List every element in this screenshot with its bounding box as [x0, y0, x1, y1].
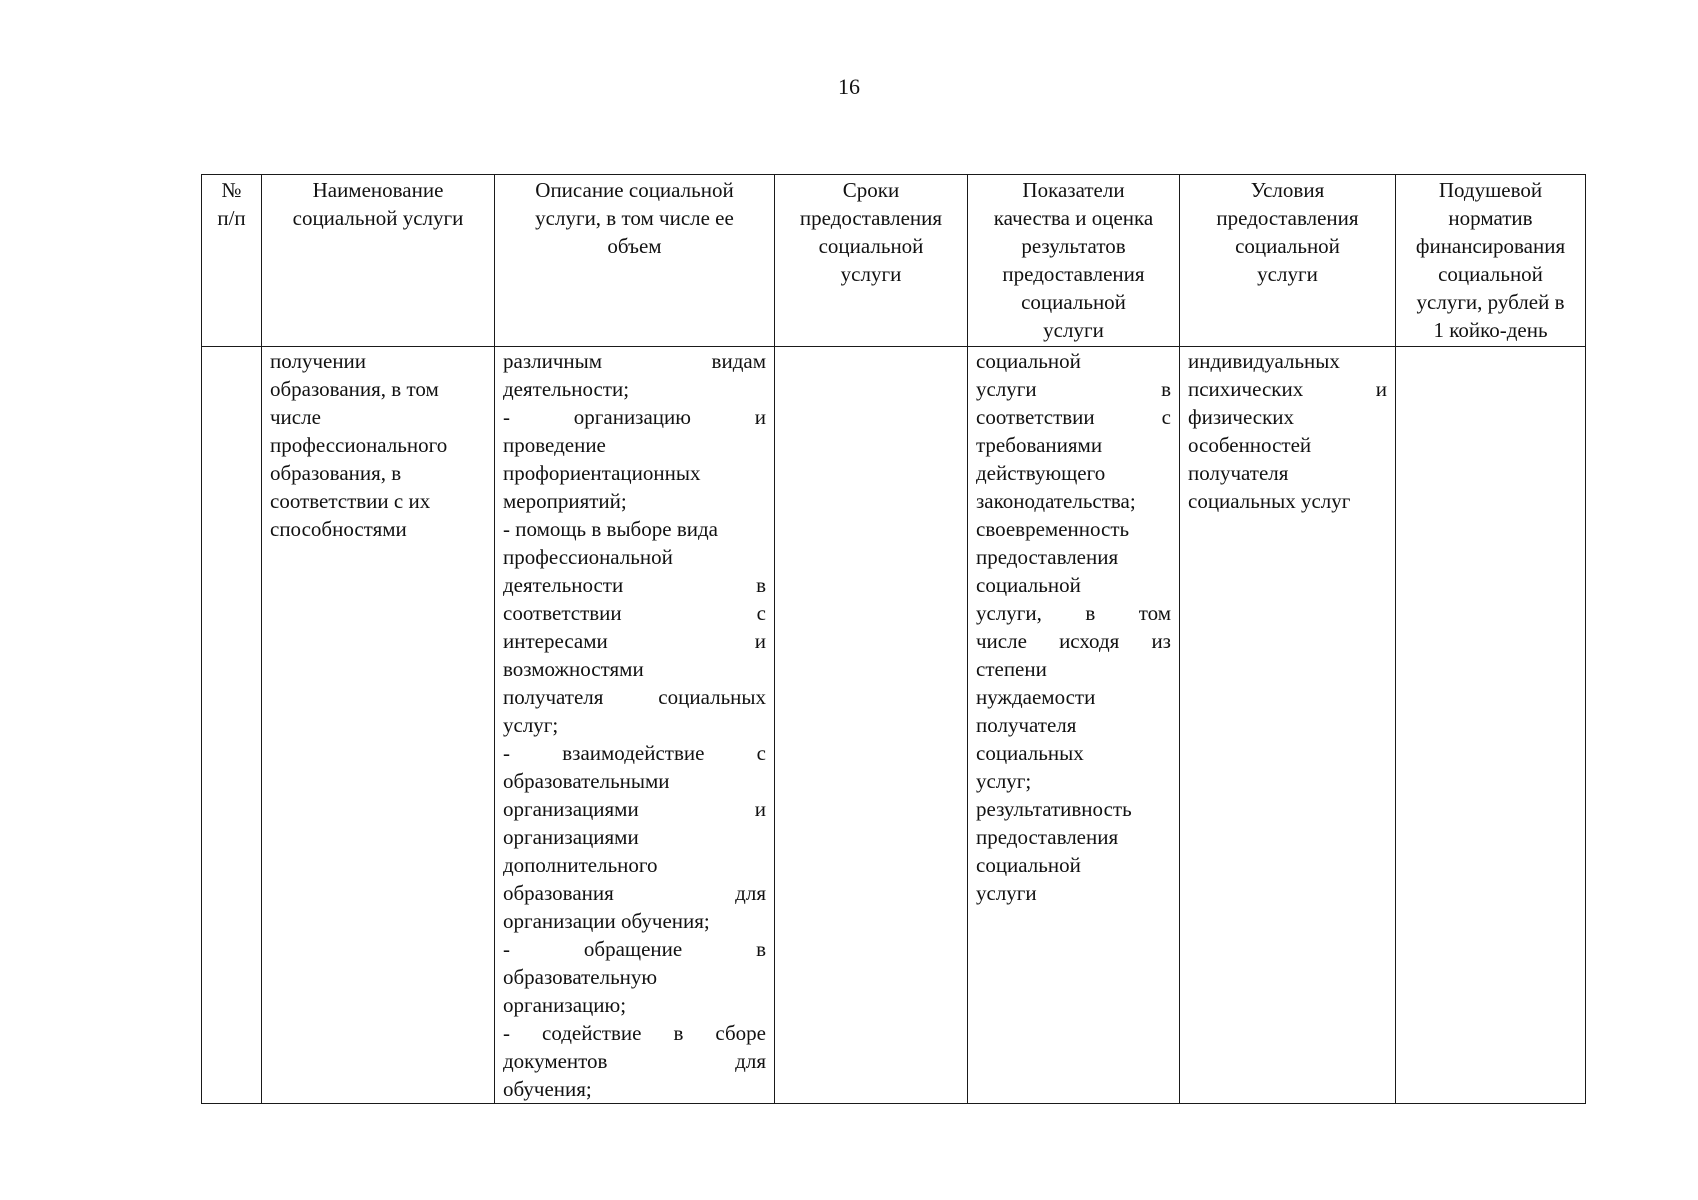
word: с — [1161, 405, 1171, 429]
word: числе — [976, 629, 1027, 653]
text-line — [503, 375, 766, 403]
text-line: качества и оценка — [993, 206, 1154, 230]
text-line — [503, 1047, 766, 1075]
word: организацию; — [503, 993, 627, 1017]
word: социальной — [976, 573, 1081, 597]
word: нуждаемости — [976, 685, 1096, 709]
word: с — [756, 741, 766, 765]
word: в — [1085, 601, 1096, 625]
text-line — [503, 347, 766, 375]
text-line — [976, 375, 1171, 403]
text-line: Подушевой — [1438, 178, 1543, 202]
word: социальной — [976, 349, 1081, 373]
text-line — [1188, 459, 1387, 487]
text-line — [503, 907, 766, 935]
text-line — [503, 683, 766, 711]
text-line — [503, 543, 766, 571]
text-line: Наименование — [312, 178, 444, 202]
cell-number — [202, 347, 262, 1104]
text-line — [503, 459, 766, 487]
text-line — [503, 935, 766, 963]
word: услуг; — [503, 713, 559, 737]
text-line — [976, 767, 1171, 795]
word: из — [1151, 629, 1171, 653]
word: сборе — [715, 1021, 766, 1045]
text-line — [1188, 375, 1387, 403]
social-services-table — [201, 174, 1586, 1104]
word: взаимодействие — [562, 741, 705, 765]
word: предоставления — [976, 545, 1119, 569]
text-line: Условия — [1250, 178, 1325, 202]
text-line — [976, 683, 1171, 711]
header-service-name — [262, 175, 495, 347]
text-line — [976, 571, 1171, 599]
text-line: социальной — [1438, 262, 1543, 286]
text-line — [503, 599, 766, 627]
word: социальных — [658, 685, 766, 709]
text-line: образования, в — [270, 461, 402, 485]
word: деятельности; — [503, 377, 630, 401]
text-line — [503, 487, 766, 515]
word: услуги, — [976, 601, 1042, 625]
word: мероприятий; — [503, 489, 627, 513]
page-number: 16 — [838, 74, 860, 99]
word: требованиями — [976, 433, 1103, 457]
text-line: социальной услуги — [292, 206, 464, 230]
cell-service-conditions — [1180, 347, 1396, 1104]
text-line — [503, 627, 766, 655]
table-header-row — [202, 175, 1586, 347]
header-number — [202, 175, 262, 347]
word: и — [1375, 377, 1387, 401]
text-line: профессионального — [270, 433, 448, 457]
text-line: финансирования — [1415, 234, 1566, 258]
text-line: услуги — [840, 262, 902, 286]
text-line: услуги — [1043, 318, 1104, 342]
text-line: 1 койко-день — [1433, 318, 1548, 342]
text-line — [503, 1075, 766, 1103]
word: исходя — [1059, 629, 1120, 653]
text-line — [503, 991, 766, 1019]
text-line — [976, 487, 1171, 515]
word: профессиональной — [503, 545, 673, 569]
word: содействие — [542, 1021, 642, 1045]
word: организации обучения; — [503, 909, 710, 933]
word: организациями — [503, 825, 639, 849]
text-line — [976, 823, 1171, 851]
text-line — [976, 739, 1171, 767]
header-funding-norm — [1396, 175, 1586, 347]
word: психических — [1188, 377, 1304, 401]
word: услуги — [976, 881, 1037, 905]
word: социальных — [976, 741, 1084, 765]
word: обучения; — [503, 1077, 592, 1101]
text-line — [976, 795, 1171, 823]
word: предоставления — [976, 825, 1119, 849]
word: особенностей — [1188, 433, 1312, 457]
text-line: социальной — [818, 234, 924, 258]
cell-quality-indicators — [968, 347, 1180, 1104]
word: соответствии — [976, 405, 1095, 429]
text-line: услуги — [1257, 262, 1318, 286]
text-line — [976, 515, 1171, 543]
text-line — [976, 347, 1171, 375]
text-line — [976, 655, 1171, 683]
word: дополнительного — [503, 853, 658, 877]
text-line — [976, 543, 1171, 571]
word: - — [503, 405, 510, 429]
text-line: способностями — [270, 517, 407, 541]
word: социальных услуг — [1188, 489, 1351, 513]
word: физических — [1188, 405, 1295, 429]
text-line — [976, 431, 1171, 459]
word: документов — [503, 1049, 608, 1073]
text-line — [976, 403, 1171, 431]
word: и — [754, 797, 766, 821]
word: возможностями — [503, 657, 644, 681]
text-line: социальной — [1235, 234, 1340, 258]
text-line — [503, 767, 766, 795]
text-line: предоставления — [1002, 262, 1145, 286]
word: - — [503, 741, 510, 765]
text-line: Показатели — [1022, 178, 1125, 202]
text-line — [503, 571, 766, 599]
word: организациями — [503, 797, 639, 821]
word: в — [673, 1021, 684, 1045]
text-line — [503, 963, 766, 991]
header-service-terms — [775, 175, 968, 347]
word: получателя — [503, 685, 604, 709]
word: различным — [503, 349, 603, 373]
word: деятельности — [503, 573, 624, 597]
word: - помощь в выборе вида — [503, 517, 718, 541]
word: том — [1138, 601, 1171, 625]
word: услуги — [976, 377, 1037, 401]
text-line — [1188, 403, 1387, 431]
header-quality-indicators — [968, 175, 1180, 347]
word: законодательства; — [976, 489, 1136, 513]
cell-service-description — [495, 347, 775, 1104]
text-line: предоставления — [1216, 206, 1359, 230]
text-line: № — [221, 178, 242, 202]
word: и — [754, 405, 766, 429]
text-line: объем — [607, 234, 662, 258]
word: результативность — [976, 797, 1132, 821]
text-line — [976, 851, 1171, 879]
word: в — [756, 937, 766, 961]
word: - — [503, 937, 510, 961]
text-line: Описание социальной — [535, 178, 734, 202]
cell-funding-norm — [1396, 347, 1586, 1104]
text-line — [503, 515, 766, 543]
word: услуг; — [976, 769, 1032, 793]
word: обращение — [583, 937, 683, 961]
text-line — [1188, 431, 1387, 459]
text-line — [503, 655, 766, 683]
word: интересами — [503, 629, 608, 653]
text-line: числе — [270, 405, 321, 429]
word: образовательную — [503, 965, 658, 989]
text-line — [1188, 487, 1387, 515]
text-line — [503, 879, 766, 907]
word: с — [756, 601, 766, 625]
text-line: соответствии с их — [270, 489, 431, 513]
text-line: услуги, в том числе ее — [535, 206, 734, 230]
text-line: предоставления — [799, 206, 943, 230]
text-line: услуги, рублей в — [1416, 290, 1565, 314]
word: проведение — [503, 433, 606, 457]
word: образования — [503, 881, 614, 905]
text-line: п/п — [217, 206, 246, 230]
word: получателя — [976, 713, 1077, 737]
word: социальной — [976, 853, 1081, 877]
text-line: образования, в том — [270, 377, 439, 401]
text-line — [503, 1019, 766, 1047]
word: степени — [976, 657, 1047, 681]
text-line — [976, 627, 1171, 655]
cell-service-name — [262, 347, 495, 1104]
text-line — [1188, 347, 1387, 375]
word: получателя — [1188, 461, 1289, 485]
text-line — [976, 599, 1171, 627]
word: для — [735, 1049, 766, 1073]
word: своевременность — [976, 517, 1130, 541]
word: соответствии — [503, 601, 622, 625]
word: видам — [711, 349, 766, 373]
word: профориентационных — [503, 461, 701, 485]
text-line — [503, 403, 766, 431]
word: в — [1161, 377, 1171, 401]
word: в — [756, 573, 766, 597]
text-line — [503, 795, 766, 823]
word: и — [754, 629, 766, 653]
text-line: получении — [270, 349, 367, 373]
text-line — [503, 739, 766, 767]
word: действующего — [976, 461, 1106, 485]
table-row — [202, 347, 1586, 1104]
word: индивидуальных — [1188, 349, 1340, 373]
text-line — [503, 711, 766, 739]
text-line: социальной — [1021, 290, 1126, 314]
cell-service-terms — [775, 347, 968, 1104]
header-service-description — [495, 175, 775, 347]
text-line — [503, 823, 766, 851]
text-line: норматив — [1448, 206, 1533, 230]
text-line — [976, 459, 1171, 487]
word: - — [503, 1021, 510, 1045]
word: организацию — [573, 405, 691, 429]
text-line: результатов — [1021, 234, 1126, 258]
text-line — [503, 851, 766, 879]
word: для — [735, 881, 766, 905]
header-service-conditions — [1180, 175, 1396, 347]
text-line: Сроки — [842, 178, 900, 202]
text-line — [503, 431, 766, 459]
text-line — [976, 711, 1171, 739]
text-line — [976, 879, 1171, 907]
word: образовательными — [503, 769, 670, 793]
